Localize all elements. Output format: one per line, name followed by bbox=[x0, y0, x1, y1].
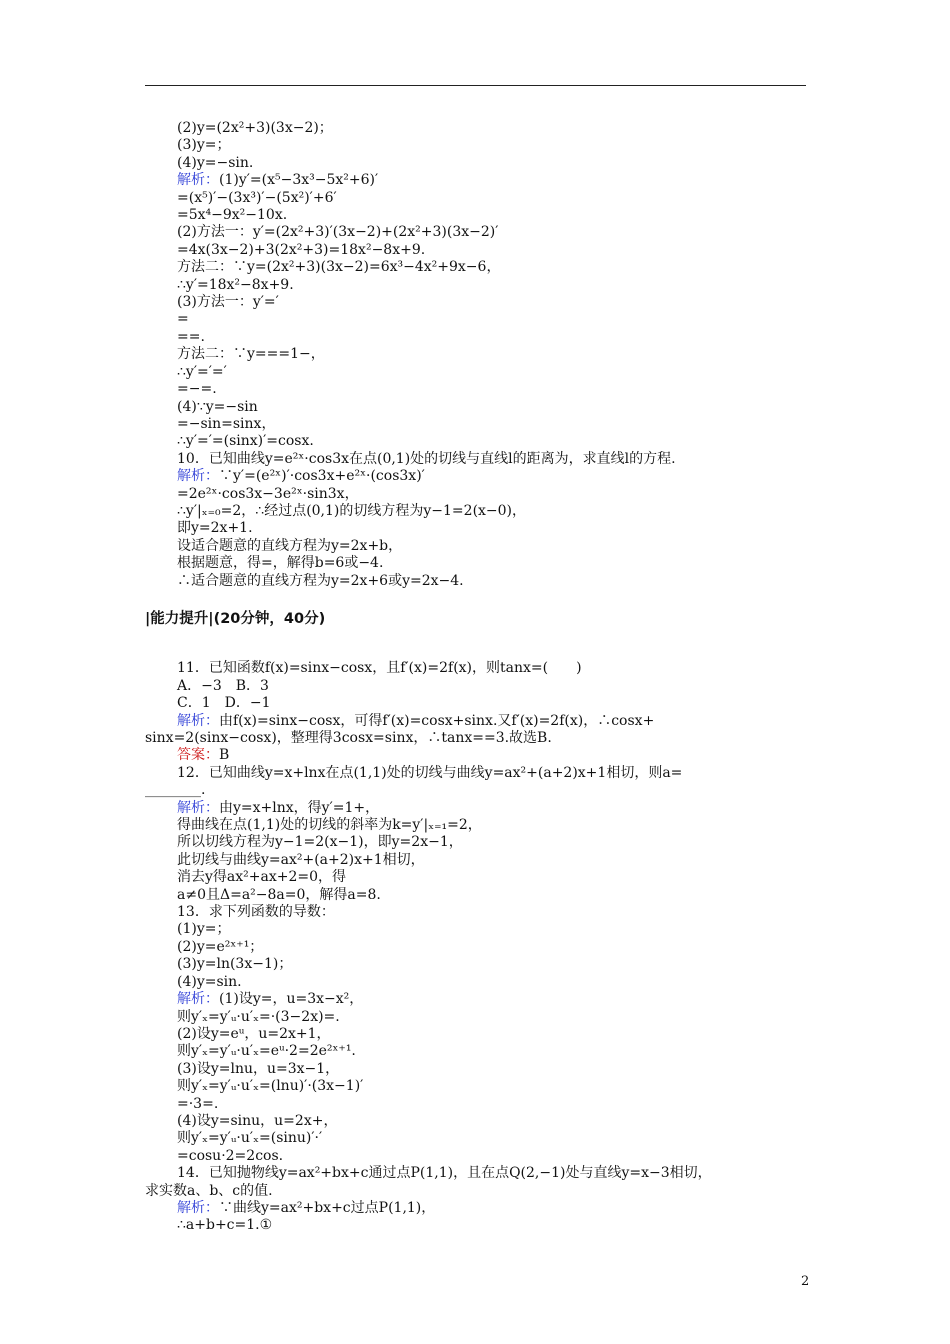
solution-label: 解析： bbox=[177, 468, 219, 485]
line-text: (4)y=sin. bbox=[177, 973, 242, 990]
line-text: 则y′ₓ=y′ᵤ·u′ₓ=eᵘ·2=2e²ˣ⁺¹. bbox=[177, 1043, 356, 1060]
line-text: (2)方法一：y′=(2x²+3)′(3x−2)+(2x²+3)(3x−2)′ bbox=[177, 224, 499, 241]
text-line bbox=[145, 416, 815, 433]
text-line bbox=[145, 224, 815, 241]
line-text: ∵y′=(e²ˣ)′·cos3x+e²ˣ·(cos3x)′ bbox=[219, 468, 425, 485]
line-text: 所以切线方程为y−1=2(x−1)，即y=2x−1， bbox=[177, 834, 463, 851]
text-line bbox=[145, 259, 815, 276]
line-text: (2)y=(2x²+3)(3x−2)； bbox=[177, 120, 333, 136]
text-line bbox=[145, 782, 815, 799]
text-line bbox=[145, 974, 815, 991]
text-line bbox=[145, 1148, 815, 1165]
solution-label: 解析： bbox=[177, 991, 219, 1008]
line-text: =5x⁴−9x²−10x. bbox=[177, 207, 288, 224]
line-text: ∴y′=′=(sinx)′=cosx. bbox=[177, 433, 314, 450]
text-line bbox=[145, 486, 815, 503]
line-text: ∴y′=18x²−8x+9. bbox=[177, 276, 294, 293]
text-line bbox=[145, 277, 815, 294]
text-line bbox=[145, 137, 815, 154]
text-line bbox=[145, 904, 815, 921]
text-line bbox=[145, 399, 815, 416]
text-line bbox=[145, 1200, 815, 1217]
text-line bbox=[145, 1113, 815, 1130]
text-line bbox=[145, 991, 815, 1008]
text-line bbox=[145, 294, 815, 311]
text-line bbox=[145, 364, 815, 381]
page-number: 2 bbox=[801, 1274, 810, 1289]
text-line bbox=[145, 555, 815, 572]
text-line bbox=[145, 660, 815, 677]
line-text: = bbox=[177, 311, 189, 328]
line-text: =4x(3x−2)+3(2x²+3)=18x²−8x+9. bbox=[177, 241, 426, 258]
text-line bbox=[145, 869, 815, 886]
text-line bbox=[145, 1009, 815, 1026]
line-text: (4)∵y=−sin bbox=[177, 398, 258, 415]
solution-label: 解析： bbox=[177, 172, 219, 189]
line-text: 方法二：∵y===1−， bbox=[177, 346, 325, 363]
line-text: sinx=2(sinx−cosx)，整理得3cosx=sinx，∴tanx==3.故选B. bbox=[145, 730, 552, 746]
solution-label: 解析： bbox=[177, 799, 219, 816]
line-text: =·3=. bbox=[177, 1095, 219, 1112]
solution-label: 解析： bbox=[177, 1199, 219, 1216]
line-text: 由y=x+lnx，得y′=1+， bbox=[219, 799, 380, 816]
exercise-solutions-top bbox=[145, 120, 815, 590]
section-title: |能力提升|(20分钟，40分) bbox=[145, 610, 326, 627]
line-text: 12．已知曲线y=x+lnx在点(1,1)处的切线与曲线y=ax²+(a+2)x+1相切，则a= bbox=[177, 764, 683, 781]
line-text: (2)y=e²ˣ⁺¹； bbox=[177, 938, 264, 955]
line-text: (2)设y=eᵘ，u=2x+1， bbox=[177, 1025, 331, 1042]
text-line bbox=[145, 311, 815, 328]
line-text: (1)y=； bbox=[177, 921, 231, 938]
line-text: 13．求下列函数的导数： bbox=[177, 904, 335, 921]
exercise-solutions-bottom bbox=[145, 660, 815, 1234]
text-line bbox=[145, 381, 815, 398]
line-text: 此切线与曲线y=ax²+(a+2)x+1相切， bbox=[177, 851, 425, 868]
text-line bbox=[145, 329, 815, 346]
line-text: 11．已知函数f(x)=sinx−cosx，且f′(x)=2f(x)，则tanx=( ) bbox=[177, 660, 582, 677]
line-text: =−=. bbox=[177, 381, 217, 398]
line-text: 即y=2x+1. bbox=[177, 520, 253, 537]
text-line bbox=[145, 800, 815, 817]
text-line bbox=[145, 1130, 815, 1147]
text-line bbox=[145, 503, 815, 520]
text-line bbox=[145, 852, 815, 869]
line-text: ==. bbox=[177, 328, 205, 345]
text-line bbox=[145, 834, 815, 851]
text-line bbox=[145, 468, 815, 485]
line-text: 由f(x)=sinx−cosx，可得f′(x)=cosx+sinx.又f′(x)=2f(x)，∴cosx+ bbox=[219, 712, 655, 729]
text-line bbox=[145, 1183, 815, 1200]
line-text: (3)y=ln(3x−1)； bbox=[177, 956, 293, 973]
line-text: 则y′ₓ=y′ᵤ·u′ₓ=·(3−2x)=. bbox=[177, 1008, 340, 1025]
line-text: (1)y′=(x⁵−3x³−5x²+6)′ bbox=[219, 172, 379, 189]
text-line bbox=[145, 713, 815, 730]
line-text: (4)设y=sinu，u=2x+， bbox=[177, 1112, 338, 1129]
line-text: A．−3 B．3 bbox=[177, 677, 269, 694]
line-text: 得曲线在点(1,1)处的切线的斜率为k=y′|ₓ₌₁=2， bbox=[177, 817, 482, 834]
line-text: (3)y=； bbox=[177, 137, 231, 154]
text-line bbox=[145, 1165, 815, 1182]
line-text: (3)方法一：y′=′ bbox=[177, 294, 279, 311]
text-line bbox=[145, 433, 815, 450]
header-rule bbox=[145, 85, 806, 86]
line-text: B bbox=[219, 747, 230, 764]
text-line bbox=[145, 887, 815, 904]
solution-label: 解析： bbox=[177, 712, 219, 729]
text-line bbox=[145, 1078, 815, 1095]
line-text: =cosu·2=2cos. bbox=[177, 1147, 284, 1164]
line-text: ∵曲线y=ax²+bx+c过点P(1,1)， bbox=[219, 1199, 436, 1216]
answer-label: 答案： bbox=[177, 747, 219, 764]
line-text: 10．已知曲线y=e²ˣ·cos3x在点(0,1)处的切线与直线l的距离为，求直线l的方程. bbox=[177, 450, 676, 467]
text-line bbox=[145, 1096, 815, 1113]
text-line bbox=[145, 730, 815, 747]
text-line bbox=[145, 695, 815, 712]
line-text: =−sin=sinx， bbox=[177, 415, 276, 432]
line-text: =2e²ˣ·cos3x−3e²ˣ·sin3x， bbox=[177, 485, 359, 502]
text-line bbox=[145, 155, 815, 172]
text-line bbox=[145, 765, 815, 782]
text-line bbox=[145, 207, 815, 224]
page-content bbox=[145, 120, 815, 1235]
line-text: (3)设y=lnu，u=3x−1， bbox=[177, 1060, 340, 1077]
line-text: 则y′ₓ=y′ᵤ·u′ₓ=(lnu)′·(3x−1)′ bbox=[177, 1078, 364, 1095]
text-line bbox=[145, 190, 815, 207]
line-text: ∴y′=′=′ bbox=[177, 363, 227, 380]
text-line bbox=[145, 172, 815, 189]
line-text: 求实数a、b、c的值. bbox=[145, 1182, 273, 1199]
line-text: ∴a+b+c=1.① bbox=[177, 1217, 273, 1234]
text-line bbox=[145, 573, 815, 590]
text-line bbox=[145, 346, 815, 363]
line-text: 方法二：∵y=(2x²+3)(3x−2)=6x³−4x²+9x−6， bbox=[177, 259, 501, 276]
text-line bbox=[145, 1026, 815, 1043]
line-text: 设适合题意的直线方程为y=2x+b， bbox=[177, 537, 403, 554]
line-text: 消去y得ax²+ax+2=0，得 bbox=[177, 869, 347, 886]
text-line bbox=[145, 1043, 815, 1060]
text-line bbox=[145, 520, 815, 537]
text-line bbox=[145, 921, 815, 938]
text-line bbox=[145, 678, 815, 695]
line-text: (4)y=−sin. bbox=[177, 154, 254, 171]
line-text: a≠0且Δ=a²−8a=0，解得a=8. bbox=[177, 886, 381, 903]
text-line bbox=[145, 242, 815, 259]
text-line bbox=[145, 939, 815, 956]
text-line bbox=[145, 451, 815, 468]
text-line bbox=[145, 1217, 815, 1234]
line-text: ∴适合题意的直线方程为y=2x+6或y=2x−4. bbox=[177, 572, 464, 589]
text-line bbox=[145, 120, 815, 137]
line-text: ∴y′|ₓ₌₀=2，∴经过点(0,1)的切线方程为y−1=2(x−0)， bbox=[177, 502, 527, 519]
line-text: C．1 D．−1 bbox=[177, 695, 271, 712]
line-text: ________. bbox=[145, 782, 206, 799]
line-text: =(x⁵)′−(3x³)′−(5x²)′+6′ bbox=[177, 189, 337, 206]
text-line bbox=[145, 747, 815, 764]
text-line bbox=[145, 956, 815, 973]
text-line bbox=[145, 817, 815, 834]
text-line bbox=[145, 538, 815, 555]
line-text: 根据题意，得=，解得b=6或−4. bbox=[177, 555, 384, 572]
text-line bbox=[145, 1061, 815, 1078]
line-text: (1)设y=，u=3x−x²， bbox=[219, 991, 364, 1008]
line-text: 14．已知抛物线y=ax²+bx+c通过点P(1,1)，且在点Q(2,−1)处与直线y=x−3相切， bbox=[177, 1165, 712, 1182]
line-text: 则y′ₓ=y′ᵤ·u′ₓ=(sinu)′·′ bbox=[177, 1130, 323, 1147]
